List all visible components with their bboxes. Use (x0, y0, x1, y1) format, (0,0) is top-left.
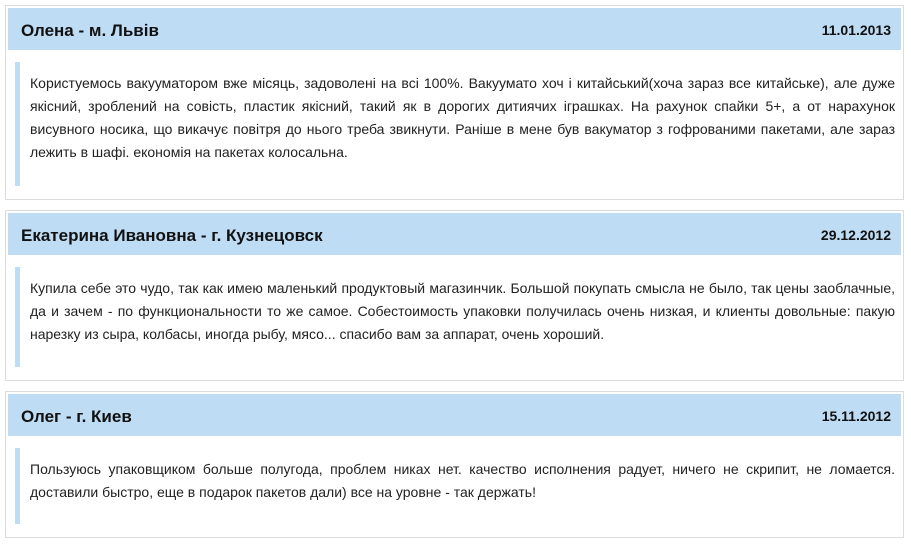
review-text: Купила себе это чудо, так как имею маленький продуктовый магазинчик. Большой покупать смысла не было, так цены заоблачные, да и зачем - по функциональности то же самое. Собестоимость упаковки получилась очень низкая, и клиенты довольные: пакую нарезку из сыра, колбасы, иногда рыбу, мясо... спасибо вам за аппарат, очень хороший. (15, 267, 895, 367)
author-separator: - (196, 226, 212, 245)
author-location: г. Киев (76, 407, 132, 426)
review-header (8, 213, 901, 255)
review-author (21, 407, 132, 427)
review-card (5, 210, 904, 381)
author-name: Олена (21, 21, 74, 40)
review-card (5, 391, 904, 538)
review-text: Пользуюсь упаковщиком больше полугода, проблем никах нет. качество исполнения радует, ничего не скрипит, не ломается. доставили быстро, еще в подарок пакетов дали) все на уровне - так держать! (15, 448, 895, 524)
author-separator: - (73, 21, 89, 40)
review-date: 29.12.2012 (820, 227, 891, 243)
author-location: м. Львів (88, 21, 159, 40)
review-date: 11.01.2013 (821, 22, 891, 38)
review-date: 15.11.2012 (821, 408, 891, 424)
review-card (5, 5, 904, 200)
review-author (21, 21, 159, 41)
author-location: г. Кузнецовск (211, 226, 323, 245)
review-header (8, 394, 901, 436)
review-author (21, 226, 323, 246)
author-name: Олег (21, 407, 62, 426)
review-text: Користуемось вакууматором вже місяць, задоволені на всі 100%. Вакуумато хоч і китайський(хоча зараз все китайське), але дуже якісний, зроблений на совість, пластик якісний, такий як в дорогих дитиячих іграшках. На рахунок спайки 5+, а от нарахунок висувного носика, що викачує повітря до нього треба звикнути. Раніше в мене був вакуматор з гофрованими пакетами, але зараз лежить в шафі. економія на пакетах колосальна. (15, 62, 895, 186)
author-separator: - (61, 407, 77, 426)
review-header (8, 8, 901, 50)
author-name: Екатерина Ивановна (21, 226, 197, 245)
